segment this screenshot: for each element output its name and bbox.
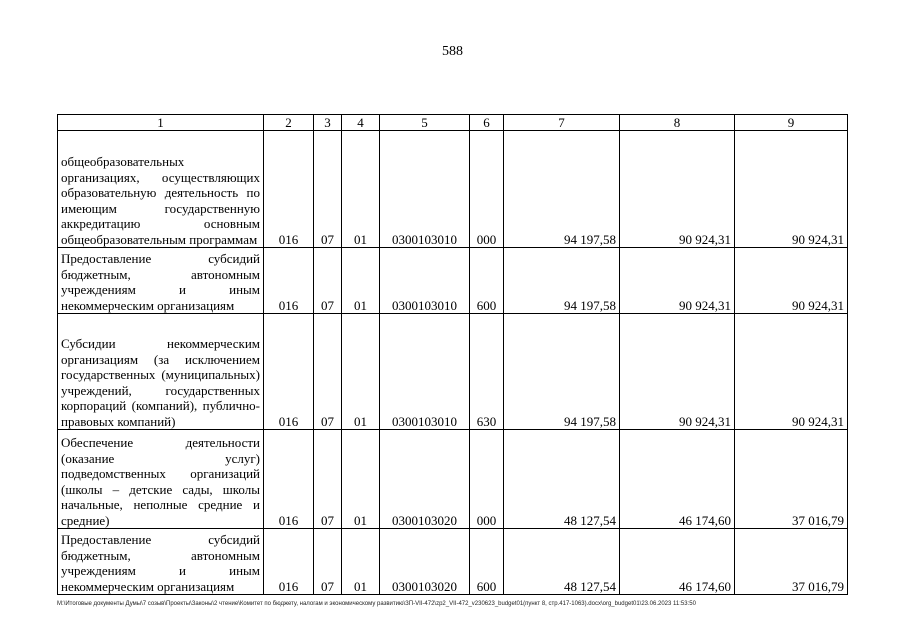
cell-subsection: 01 [342, 529, 380, 595]
column-header: 8 [620, 115, 735, 131]
cell-amount-1: 48 127,54 [504, 430, 620, 529]
column-header: 5 [380, 115, 470, 131]
cell-expense-type: 000 [470, 131, 504, 248]
cell-ministry-code: 016 [264, 314, 314, 430]
cell-subsection: 01 [342, 314, 380, 430]
cell-ministry-code: 016 [264, 529, 314, 595]
row-description: Обеспечение деятельности (оказание услуг) подведомственных организаций (школы – детские сады, школы начальные, неполные средние и средние) [58, 430, 264, 529]
cell-amount-2: 90 924,31 [620, 248, 735, 314]
cell-amount-2: 90 924,31 [620, 314, 735, 430]
row-description: Предоставление субсидий бюджетным, автономным учреждениям и иным некоммерческим организациям [58, 529, 264, 595]
cell-expense-type: 630 [470, 314, 504, 430]
cell-amount-2: 46 174,60 [620, 529, 735, 595]
page-number: 588 [442, 44, 463, 59]
cell-subsection: 01 [342, 131, 380, 248]
column-header: 3 [314, 115, 342, 131]
cell-amount-2: 90 924,31 [620, 131, 735, 248]
cell-subsection: 01 [342, 248, 380, 314]
cell-section: 07 [314, 131, 342, 248]
cell-amount-2: 46 174,60 [620, 430, 735, 529]
cell-target-article: 0300103020 [380, 430, 470, 529]
cell-ministry-code: 016 [264, 430, 314, 529]
row-description: Субсидии некоммерческим организациям (за исключением государственных (муниципальных) учреждений, государственных корпораций (компаний), публично-правовых компаний) [58, 314, 264, 430]
cell-expense-type: 000 [470, 430, 504, 529]
cell-amount-1: 48 127,54 [504, 529, 620, 595]
cell-amount-3: 90 924,31 [735, 314, 848, 430]
document-path-footer: M:\Итоговые документы Думы\7 созыв\Проекты\Законы\2 чтение\Комитет по бюджету, налогам и экономическому развитию\ЗП-VII-472\zp2_VII-472_v230623_budget01(пункт 8, стр.417-1063).docx\org_budget01\23.06.2023 11:53:50 [57, 601, 696, 607]
cell-amount-3: 37 016,79 [735, 430, 848, 529]
row-description: общеобразовательных организациях, осуществляющих образовательную деятельность по имеющим государственную аккредитацию основным общеобразовательным программам [58, 131, 264, 248]
column-header: 9 [735, 115, 848, 131]
cell-section: 07 [314, 314, 342, 430]
row-description: Предоставление субсидий бюджетным, автономным учреждениям и иным некоммерческим организациям [58, 248, 264, 314]
column-header: 1 [58, 115, 264, 131]
cell-amount-1: 94 197,58 [504, 314, 620, 430]
cell-amount-1: 94 197,58 [504, 131, 620, 248]
cell-target-article: 0300103010 [380, 314, 470, 430]
table-row [58, 529, 848, 595]
cell-expense-type: 600 [470, 529, 504, 595]
cell-section: 07 [314, 248, 342, 314]
cell-target-article: 0300103020 [380, 529, 470, 595]
cell-ministry-code: 016 [264, 248, 314, 314]
cell-ministry-code: 016 [264, 131, 314, 248]
cell-target-article: 0300103010 [380, 248, 470, 314]
cell-amount-3: 90 924,31 [735, 248, 848, 314]
table-row [58, 430, 848, 529]
cell-subsection: 01 [342, 430, 380, 529]
column-header: 2 [264, 115, 314, 131]
cell-expense-type: 600 [470, 248, 504, 314]
cell-amount-3: 90 924,31 [735, 131, 848, 248]
cell-section: 07 [314, 430, 342, 529]
table-row [58, 131, 848, 248]
table-row [58, 314, 848, 430]
cell-amount-3: 37 016,79 [735, 529, 848, 595]
cell-amount-1: 94 197,58 [504, 248, 620, 314]
column-header: 4 [342, 115, 380, 131]
cell-target-article: 0300103010 [380, 131, 470, 248]
budget-table [57, 114, 848, 595]
header-row [58, 115, 848, 131]
cell-section: 07 [314, 529, 342, 595]
column-header: 6 [470, 115, 504, 131]
column-header: 7 [504, 115, 620, 131]
table-row [58, 248, 848, 314]
